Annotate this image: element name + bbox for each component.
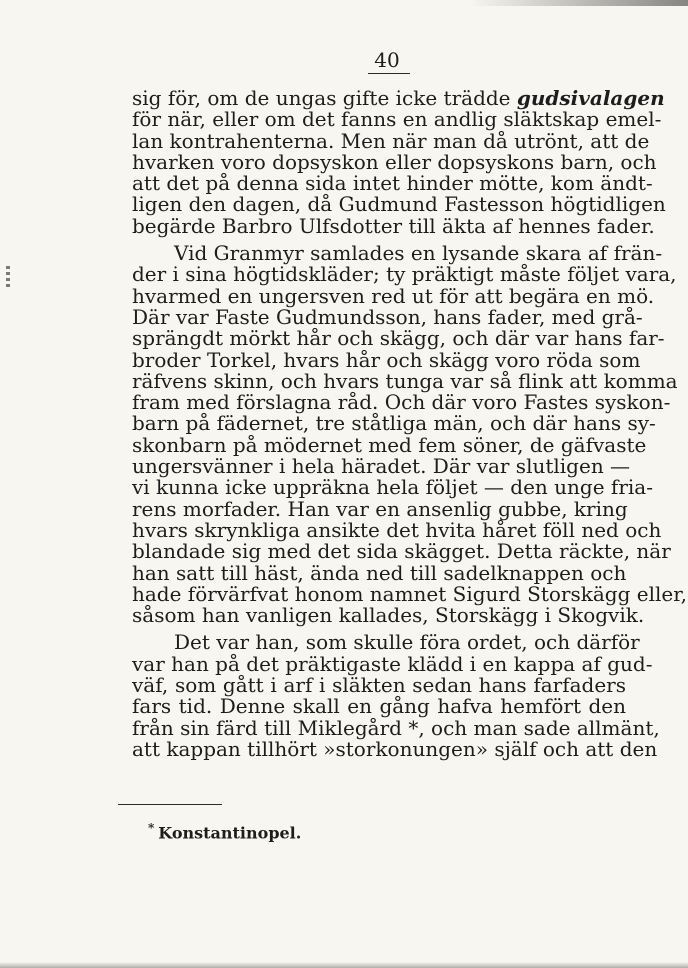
text-line: begärde Barbro Ulfsdotter till äkta af hennes fader. [132, 213, 655, 238]
scan-margin-speck [6, 266, 10, 288]
paragraph-3 [132, 630, 660, 761]
body-text [132, 86, 687, 766]
text-line: Där var Faste Gudmundsson, hans fader, med grå- [132, 304, 643, 329]
text-line: fram med förslagna råd. Och där voro Fastes syskon- [132, 390, 671, 415]
paragraph-1 [132, 86, 666, 238]
emphasized-word: gudsivalagen [516, 86, 665, 110]
text-line: Vid Granmyr samlades en lysande skara af frän- [174, 241, 663, 266]
text-line: Det var han, som skulle föra ordet, och därför [174, 630, 640, 655]
page-number-rule [368, 73, 410, 74]
footnote-text: Konstantinopel. [158, 823, 302, 843]
text-line: hvarmed en ungersven red ut för att begära en mö. [132, 283, 655, 308]
text-line: broder Torkel, hvars hår och skägg voro röda som [132, 347, 641, 372]
text-line: för när, eller om det fanns en andlig släktskap emel- [132, 107, 662, 132]
text-line: fars tid. Denne skall en gång hafva hemfört den [132, 694, 626, 719]
text-line: sprängdt mörkt hår och skägg, och där var hans far- [132, 326, 665, 351]
text-line: der i sina högtidskläder; ty präktigt måste följet vara, [132, 262, 677, 287]
footnote-mark: * [148, 821, 155, 835]
text-line: hvars skrynkliga ansikte det hvita håret föll ned och [132, 517, 662, 542]
text-line: skonbarn på mödernet med fem söner, de gäfvaste [132, 432, 647, 457]
text-line: från sin färd till Miklegård *, och man sade allmänt, [132, 715, 660, 740]
text-line: hvarken voro dopsyskon eller dopsyskons barn, och [132, 149, 657, 174]
text-line: barn på fädernet, tre ståtliga män, och där hans sy- [132, 411, 656, 436]
scan-bottom-shadow [0, 962, 688, 968]
text-line: att kappan tillhört »storkonungen» själf och att den [132, 736, 658, 761]
text-line: ungersvänner i hela häradet. Där var slutligen — [132, 454, 631, 479]
page-number: 40 [374, 48, 400, 72]
text-line [132, 86, 665, 110]
footnote-rule [118, 804, 222, 805]
text-line: lan kontrahenterna. Men när man då utrönt, att de [132, 128, 650, 153]
text-line: väf, som gått i arf i släkten sedan hans farfaders [132, 673, 626, 698]
text-line: han satt till häst, ända ned till sadelknappen och [132, 560, 627, 585]
text-line: räfvens skinn, och hvars tunga var så flink att komma [132, 368, 678, 393]
scan-edge-shadow [470, 0, 688, 6]
text-line: att det på denna sida intet hinder mötte, kom ändt- [132, 171, 653, 196]
text-line: blandade sig med det sida skägget. Detta räckte, när [132, 539, 671, 564]
text-line: rens morfader. Han var en ansenlig gubbe, kring [132, 496, 628, 521]
text-run: sig för, om de ungas gifte icke trädde [132, 86, 517, 110]
text-line: såsom han vanligen kallades, Storskägg i Skogvik. [132, 603, 645, 628]
footnote [148, 818, 301, 843]
text-line: var han på det präktigaste klädd i en kappa af gud- [132, 651, 653, 676]
text-line: hade förvärfvat honom namnet Sigurd Storskägg eller, [132, 581, 687, 606]
paragraph-2 [132, 241, 687, 628]
text-line: ligen den dagen, då Gudmund Fastesson högtidligen [132, 192, 666, 217]
text-line: vi kunna icke uppräkna hela följet — den unge fria- [132, 475, 653, 500]
